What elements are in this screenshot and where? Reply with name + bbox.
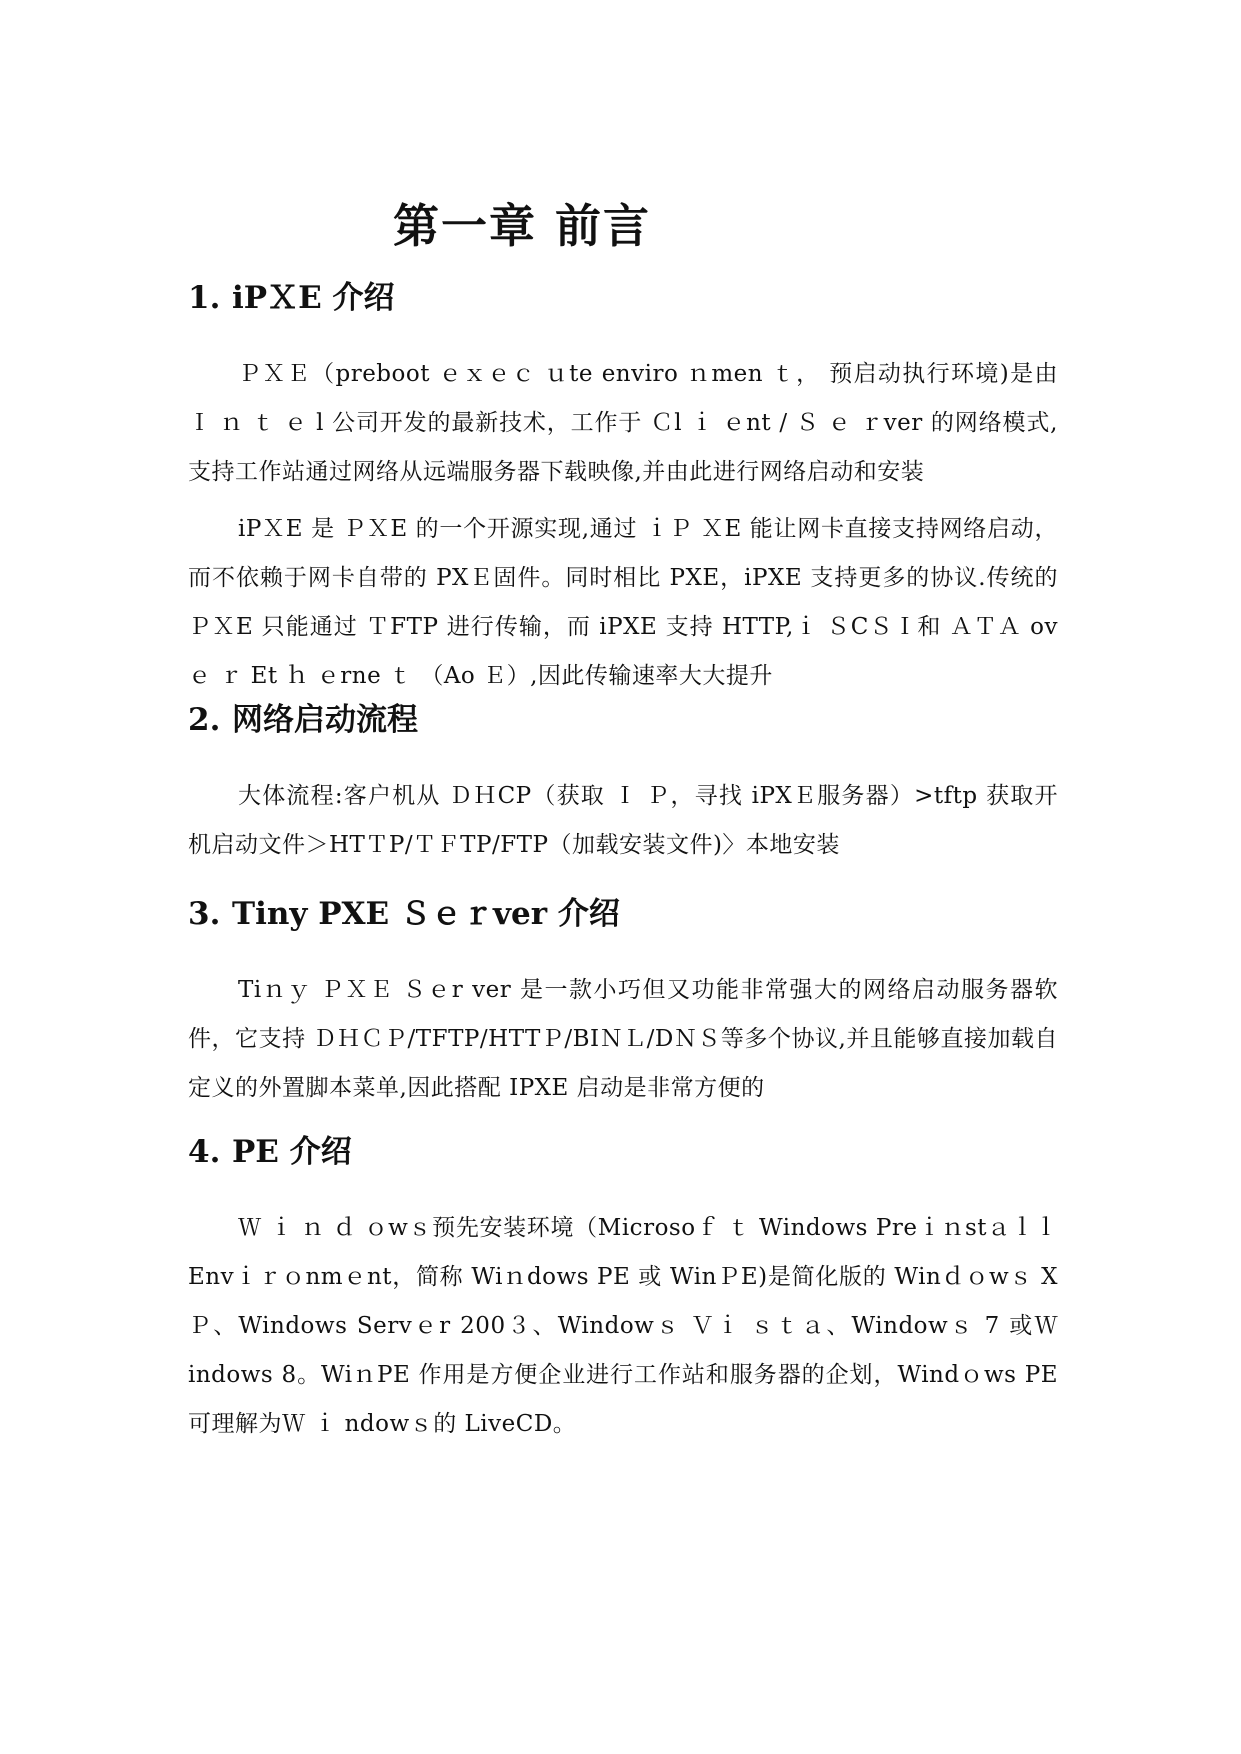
paragraph: Ｗ ｉ ｎ ｄ ｏwｓ预先安装环境（Microsoｆ ｔ Windows Preｉｎstａｌｌ Envｉｒｏnmｅnt，简称 Wiｎdows PE 或 WinＰE)是简化版的 Winｄｏwｓ XＰ、Windows Servｅr 200３、Windowｓ Ｖｉ ｓｔａ、Windowｓ 7 或Ｗindows 8。WiｎPE 作用是方便企业进行工作站和服务器的企划，Windｏws PE 可理解为Ｗ ｉ ndowｓ的 LiveCD。 [188,1215,1058,1437]
section-network-boot-flow [188,698,1058,870]
paragraph: Tiｎｙ ＰＸＥ Ｓｅr ver 是一款小巧但又功能非常强大的网络启动服务器软件，它支持 ＤＨＣＰ/TFTP/HTTＰ/BIＮＬ/DＮＳ等多个协议,并且能够直接加载自定义的外置脚本菜单,因此搭配 IPXE 启动是非常方便的 [188,977,1058,1101]
section-number: 3. [188,896,221,932]
paragraph: ＰＸＥ（preboot ｅｘｅｃ ｕte enviro ｎmen ｔ， 预启动执行环境)是由 Ｉ ｎ ｔ ｅ l 公司开发的最新技术，工作于 Ｃl ｉ ｅnt / Ｓ ｅ ｒver 的网络模式,支持工作站通过网络从远端服务器下载映像,并由此进行网络启动和安装 [188,361,1058,485]
section-number: 2. [188,702,221,738]
section-number: 1. [188,280,221,316]
paragraph: iPＸE 是 ＰＸE 的一个开源实现,通过 ｉＰ ＸE 能让网卡直接支持网络启动，而不依赖于网卡自带的 PXＥ固件。同时相比 PXE，iPXE 支持更多的协议.传统的 ＰＸE 只能通过 ＴFTP 进行传输，而 iPXE 支持 HTTP,ｉ ＳCＳＩ和 ＡＴＡ ov ｅ ｒ Et ｈ ｅrne ｔ （Ao Ｅ）,因此传输速率大大提升 [188,516,1058,689]
section-heading [188,698,1058,742]
section-heading [188,276,1058,320]
section-tiny-pxe-server-intro [188,892,1058,1113]
section-heading-text: Tiny PXE Ｓｅｒver 介绍 [232,896,620,932]
section-heading-text: iPＸE 介绍 [232,280,395,316]
section-pe-intro [188,1130,1058,1449]
section-heading-text: 网络启动流程 [232,702,418,738]
section-heading-text: PE 介绍 [232,1134,352,1170]
chapter-title: 第一章 前言 [393,199,652,253]
section-heading [188,1130,1058,1174]
paragraph: 大体流程:客户机从 ＤＨCP（获取 Ｉ Ｐ，寻找 iPXＥ服务器）>tftp 获取开机启动文件＞HTＴP/ＴＦTP/FTP（加载安装文件)〉本地安装 [188,783,1058,858]
section-number: 4. [188,1134,221,1170]
section-ipxe-intro [188,276,1058,701]
section-heading [188,892,1058,936]
